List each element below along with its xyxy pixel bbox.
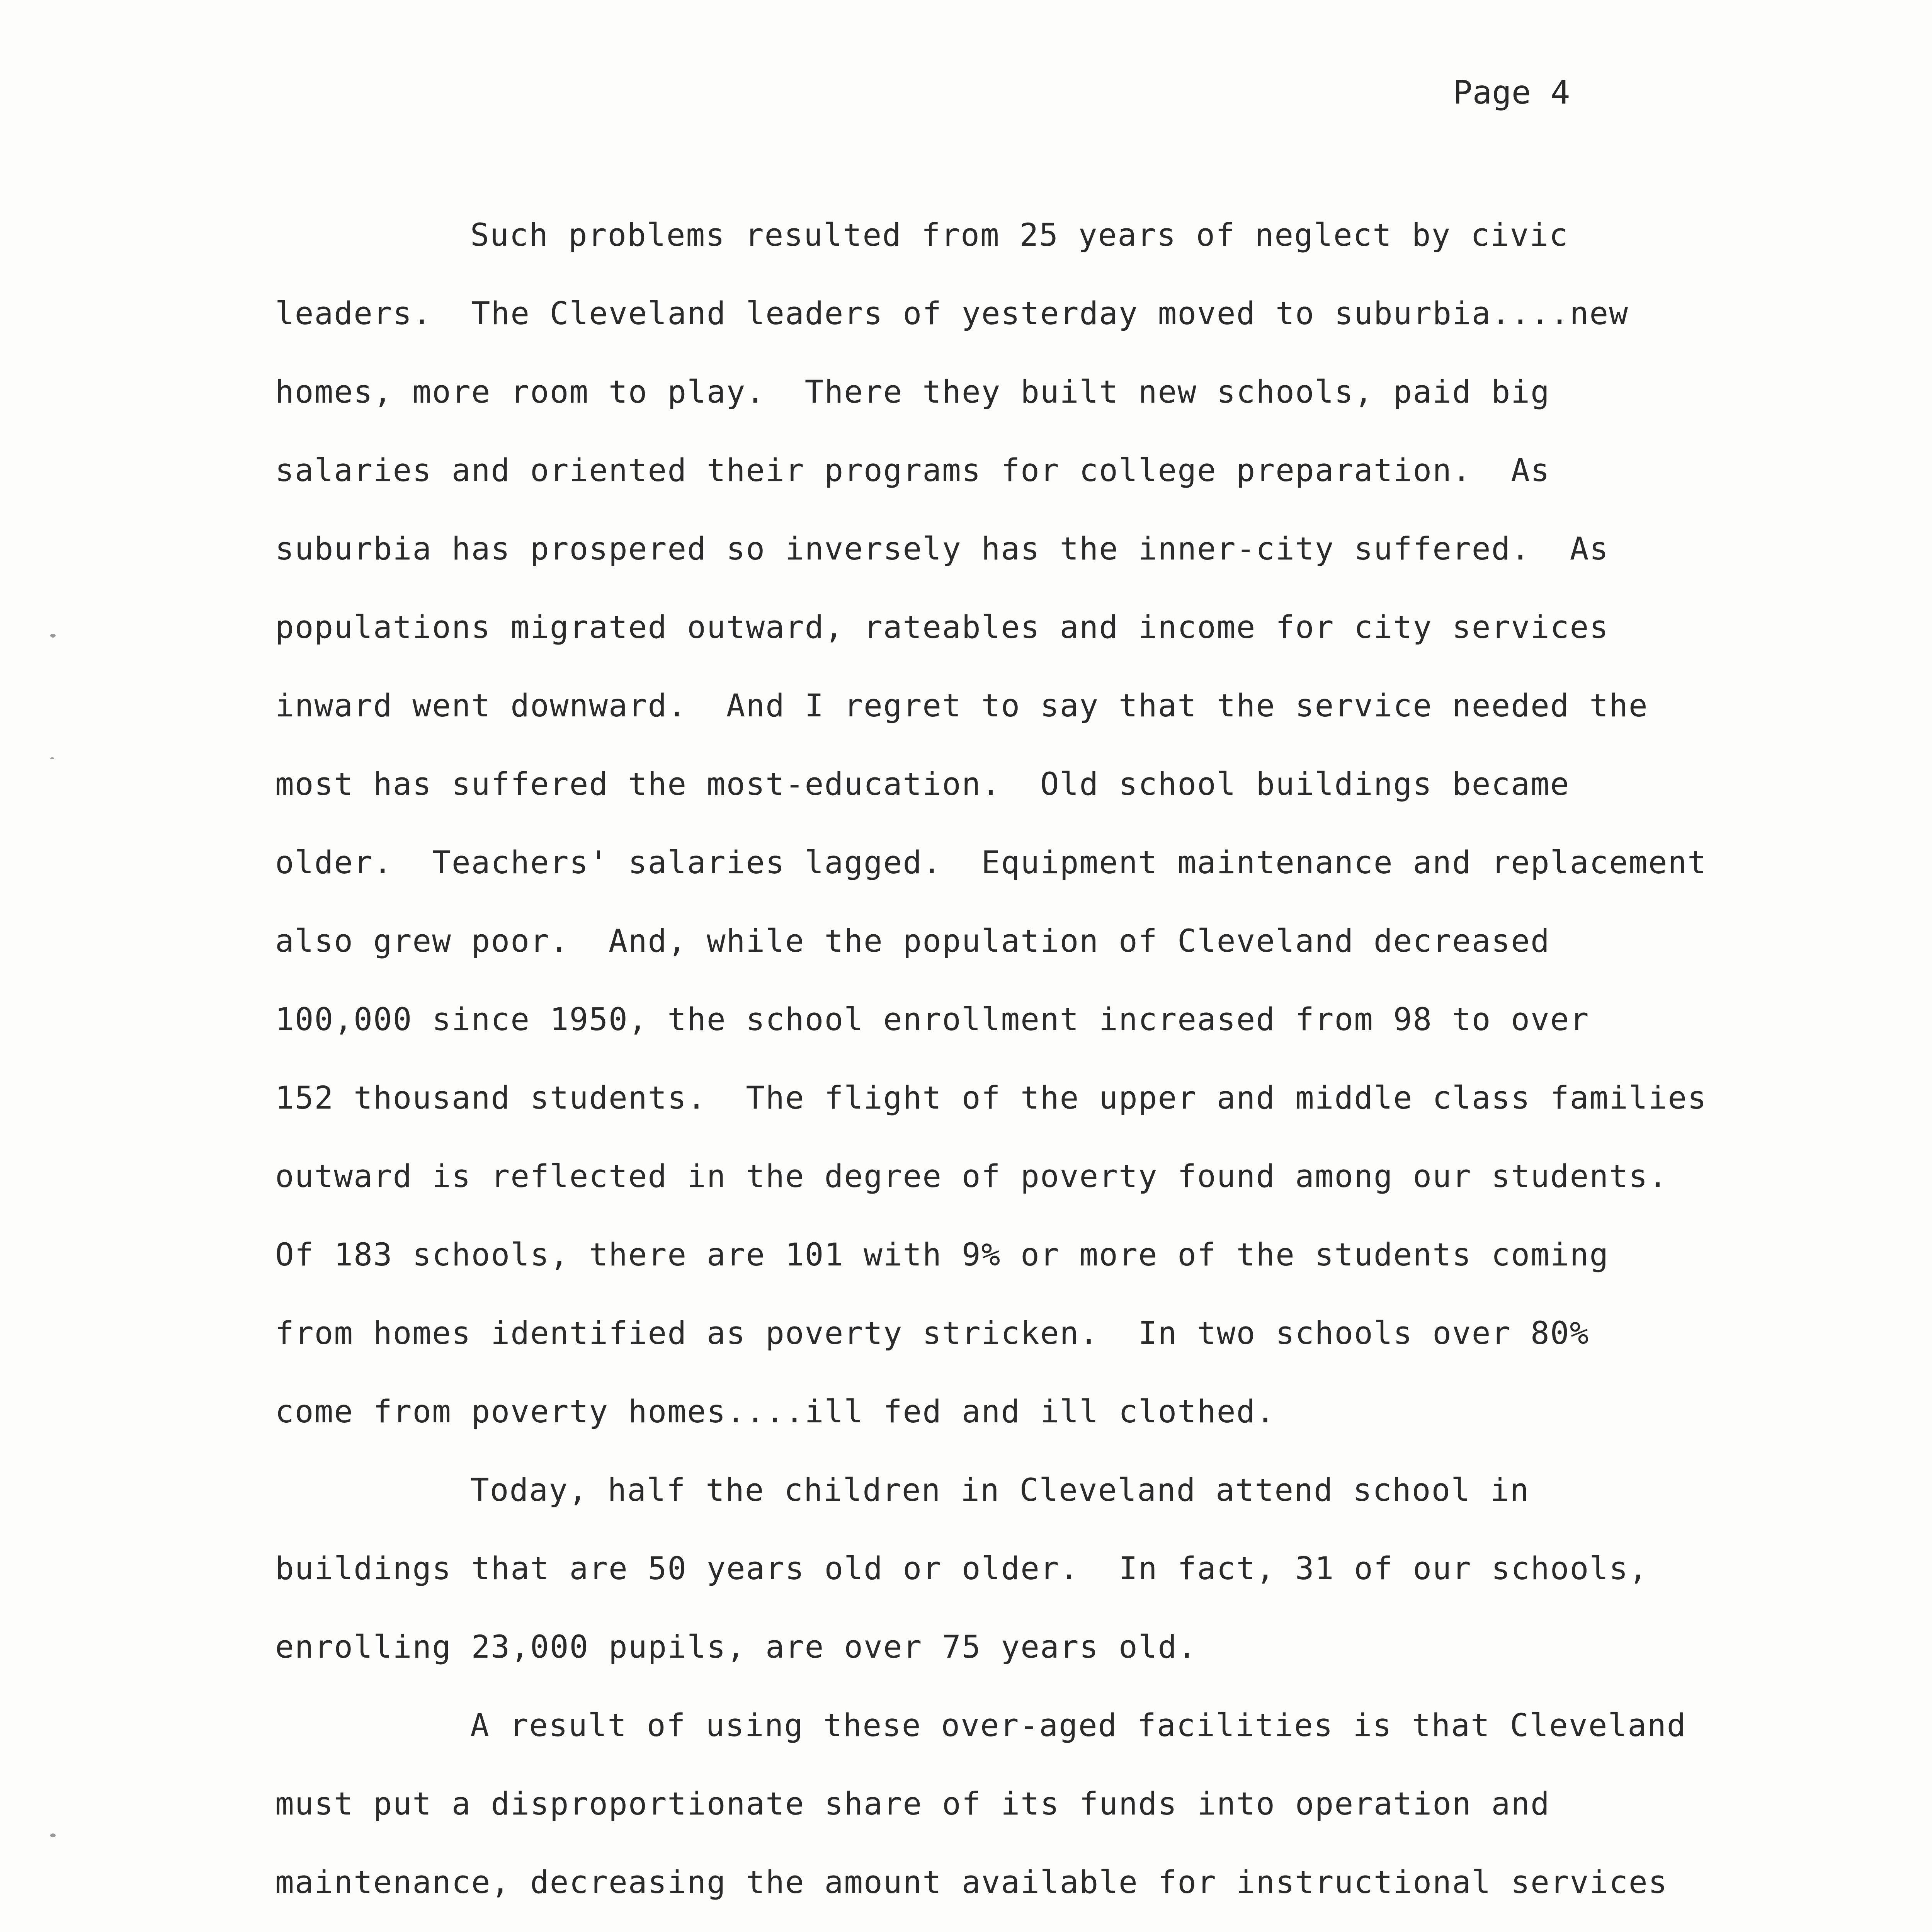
text-line: Such problems resulted from 25 years of neglect by civic: [470, 217, 1569, 253]
text-line: populations migrated outward, rateables and income for city services: [275, 609, 1609, 646]
paragraph: [275, 1687, 1728, 1932]
text-line: homes, more room to play. There they built new schools, paid big: [275, 374, 1550, 410]
page-number: Page 4: [1453, 73, 1570, 111]
text-line: enrolling 23,000 pupils, are over 75 years old.: [275, 1629, 1197, 1665]
text-line: from homes identified as poverty stricken. In two schools over 80%: [275, 1315, 1590, 1352]
text-line: also grew poor. And, while the population of Cleveland decreased: [275, 923, 1550, 959]
text-line: salaries and oriented their programs for college preparation. As: [275, 452, 1550, 489]
paragraph: [275, 1451, 1728, 1687]
text-line: 100,000 since 1950, the school enrollment increased from 98 to over: [275, 1002, 1590, 1038]
text-line: Today, half the children in Cleveland attend school in: [470, 1472, 1530, 1509]
text-line: 152 thousand students. The flight of the upper and middle class families: [275, 1080, 1707, 1116]
text-line: outward is reflected in the degree of poverty found among our students.: [275, 1158, 1668, 1195]
text-line: Of 183 schools, there are 101 with 9% or more of the students coming: [275, 1237, 1609, 1273]
text-line: maintenance, decreasing the amount available for instructional services: [275, 1864, 1668, 1901]
text-line: buildings that are 50 years old or older. In fact, 31 of our schools,: [275, 1551, 1648, 1587]
text-line: A result of using these over-aged facilities is that Cleveland: [470, 1708, 1687, 1744]
text-line: inward went downward. And I regret to say that the service needed the: [275, 688, 1648, 724]
text-line: older. Teachers' salaries lagged. Equipment maintenance and replacement: [275, 845, 1707, 881]
text-line: must put a disproportionate share of its funds into operation and: [275, 1786, 1550, 1822]
paragraph: [275, 196, 1728, 1451]
text-line: most has suffered the most-education. Old school buildings became: [275, 766, 1570, 803]
margin-speck: [50, 757, 54, 759]
text-line: [275, 1922, 1728, 1932]
margin-speck: [50, 1833, 56, 1837]
text-line: leaders. The Cleveland leaders of yesterday moved to suburbia....new: [275, 296, 1629, 332]
margin-speck: [50, 634, 56, 638]
document-body: [275, 196, 1728, 1932]
text-line: suburbia has prospered so inversely has the inner-city suffered. As: [275, 531, 1609, 567]
text-line: come from poverty homes....ill fed and ill clothed.: [275, 1394, 1276, 1430]
